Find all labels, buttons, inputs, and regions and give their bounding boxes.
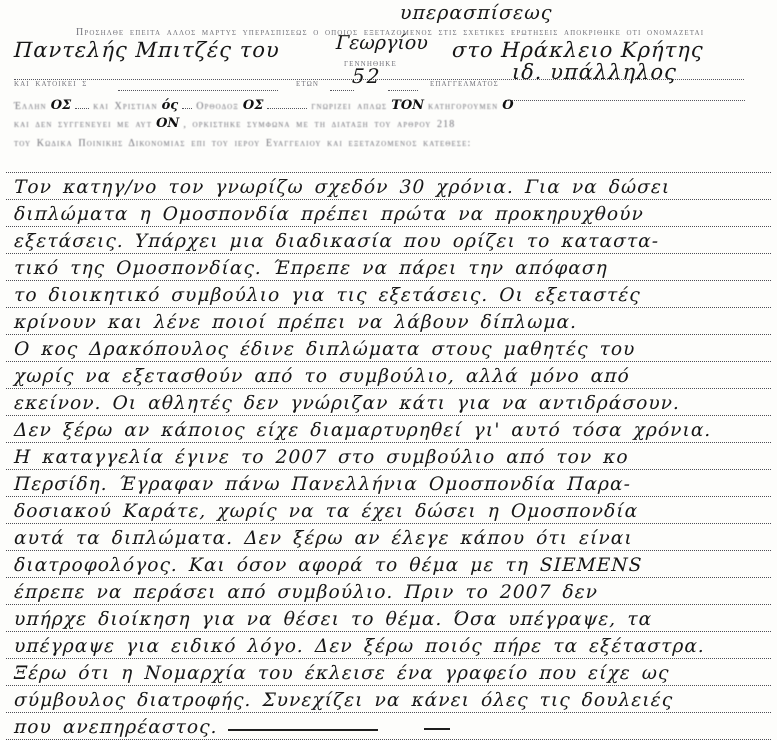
- testimony-line: [6, 308, 771, 335]
- testimony-text: διπλώματα η Ομοσπονδία πρέπει πρώτα να προκηρυχθούν: [13, 203, 645, 225]
- religion-fill-1: ός: [161, 98, 179, 113]
- testimony-line: [6, 659, 771, 686]
- dotted-leader: [182, 96, 192, 109]
- testimony-text: κρίνουν και λένε ποιοί πρέπει να λάβουν δίπλωμα.: [13, 311, 578, 333]
- residence-label: και κατοικεί σ: [14, 78, 88, 89]
- testimony-text: Περσίδη. Έγραφαν πάνω Πανελλήνια Ομοσπονδία Παρα-: [13, 473, 632, 495]
- testimony-line: [6, 200, 771, 227]
- age-value: 52: [351, 64, 382, 88]
- testimony-text: τικό της Ομοσπονδίας. Έπρεπε να πάρει την απόφαση: [13, 257, 609, 279]
- testimony-text: Δεν ξέρω αν κάποιος είχε διαμαρτυρηθεί γι' αυτό τόσα χρόνια.: [13, 419, 712, 441]
- testimony-text: υπέγραψε για ειδικό λόγο. Δεν ξέρω ποιός πήρε τα εξέταστρα.: [13, 635, 706, 657]
- dotted-leader: [75, 96, 89, 109]
- testimony-text: Ξέρω ότι η Νομαρχία του έκλεισε ένα γραφείο που είχε ως: [13, 662, 670, 684]
- accused-ending-fill: Ο: [502, 98, 514, 113]
- testimony-line: [6, 497, 771, 524]
- testimony-text: εξετάσεις. Υπάρχει μια διαδικασία που ορίζει το καταστα-: [13, 230, 660, 252]
- testimony-line: [6, 632, 771, 659]
- relation-label: και δεν συγγενεύει με αυτ: [14, 119, 153, 130]
- testimony-line: [6, 443, 771, 470]
- knows-accused-label: γνωρίζει απλώς: [311, 101, 388, 112]
- testimony-line: [6, 686, 771, 713]
- testimony-line: [6, 578, 771, 605]
- testimony-text: εκείνον. Οι αθλητές δεν γνώριζαν κάτι για να αντιδράσουν.: [13, 392, 681, 414]
- testimony-line: [6, 281, 771, 308]
- testimony-text: σύμβουλος διατροφής. Συνεχίζει να κάνει όλες τις δουλειές: [13, 689, 674, 711]
- relation-ending-fill: ΟΝ: [156, 116, 180, 131]
- dotted-leader: [267, 96, 307, 109]
- testimony-text: Τον κατηγ/νο τον γνωρίζω σχεδόν 30 χρόνια. Για να δώσει: [13, 176, 671, 198]
- dotted-leader: [388, 78, 418, 91]
- birthplace-value: στο Ηράκλειο Κρήτης: [451, 38, 705, 62]
- religion-fill-2: ΟΣ: [242, 98, 264, 113]
- ruled-line-empty: [6, 158, 771, 173]
- oath-printed-text: , ορκίστηκε σύμφωνα με τη διάταξη του άρθρου 218: [183, 119, 456, 130]
- testimony-text: διατροφολόγος. Και όσον αφορά το θέμα με τη SIEMENS: [13, 554, 643, 576]
- testimony-text: Η καταγγελία έγινε το 2007 στο συμβούλιο από τον κο: [13, 446, 630, 468]
- testimony-text: χωρίς να εξετασθούν από το συμβούλιο, αλλά μόνο από: [13, 365, 631, 387]
- testimony-line: [6, 551, 771, 578]
- testimony-text: έπρεπε να περάσει από συμβούλιο. Πριν το 2007 δεν: [13, 581, 599, 603]
- dotted-rule: [505, 88, 745, 101]
- testimony-body: [6, 158, 771, 740]
- knows-article-fill: ΤΟΝ: [391, 98, 425, 113]
- testimony-line: [6, 362, 771, 389]
- age-label: ετών: [296, 78, 320, 89]
- relation-oath-row: [14, 114, 455, 132]
- handwritten-defense-annotation: υπερασπίσεως: [399, 2, 553, 24]
- testimony-text: δοσιακού Καράτε, χωρίς να τα έχει δώσει η Ομοσπονδία: [13, 500, 639, 522]
- closing-short-dash: [424, 728, 450, 730]
- nationality-label: Έλλην: [14, 101, 47, 112]
- testimony-line: [6, 524, 771, 551]
- born-label: γεννήθηκε: [344, 58, 397, 69]
- occupation-label: επαγγέλματος: [430, 78, 499, 89]
- accused-label: κατηγορούμεν: [428, 101, 499, 112]
- testimony-line: [6, 227, 771, 254]
- religion-label-1: και Χριστιαν: [93, 101, 158, 112]
- testimony-line: [6, 605, 771, 632]
- printed-intro-line: Προσήλθε έπειτα άλλος μάρτυς υπερασπίσεως ο οποίος εξεταζόμενος στις σχετικές ερωτήσεις αποκρίθηκε ότι ονομάζεται: [76, 27, 705, 38]
- occupation-value: ιδ. υπάλληλος: [511, 60, 678, 84]
- oath-code-row: [14, 133, 471, 151]
- deposition-form-header: [0, 0, 777, 158]
- nationality-religion-row: [14, 96, 514, 114]
- dotted-leader: [118, 78, 278, 91]
- dotted-leader: [330, 78, 354, 91]
- oath-code-text: του Κώδικα Ποινικής Δικονομίας επί του ιερού Ευαγγελίου και εξεταζόμενος κατέθεσε:: [14, 138, 472, 149]
- testimony-line-final: [6, 713, 771, 740]
- testimony-line: [6, 173, 771, 200]
- testimony-text: υπήρχε διοίκηση για να θέσει το θέμα. Όσα υπέγραψε, τα: [13, 608, 653, 630]
- nationality-fill: ΟΣ: [50, 98, 72, 113]
- witness-name-value: Παντελής Μπιτζές του: [13, 38, 281, 62]
- testimony-text: αυτά τα διπλώματα. Δεν ξέρω αν έλεγε κάπου ότι είναι: [13, 527, 634, 549]
- religion-label-2: Ορθόδοξ: [196, 101, 239, 112]
- testimony-line: [6, 470, 771, 497]
- father-name-value: Γεωργίου: [335, 32, 429, 54]
- testimony-text: που ανεπηρέαστος.: [13, 716, 219, 738]
- testimony-text: το διοικητικό συμβούλιο για τις εξετάσεις. Οι εξεταστές: [13, 284, 642, 306]
- testimony-line: [6, 416, 771, 443]
- testimony-text: Ο κος Δρακόπουλος έδινε διπλώματα στους μαθητές του: [13, 338, 636, 360]
- closing-strike-line: [228, 729, 378, 731]
- testimony-line: [6, 254, 771, 281]
- testimony-line: [6, 389, 771, 416]
- testimony-line: [6, 335, 771, 362]
